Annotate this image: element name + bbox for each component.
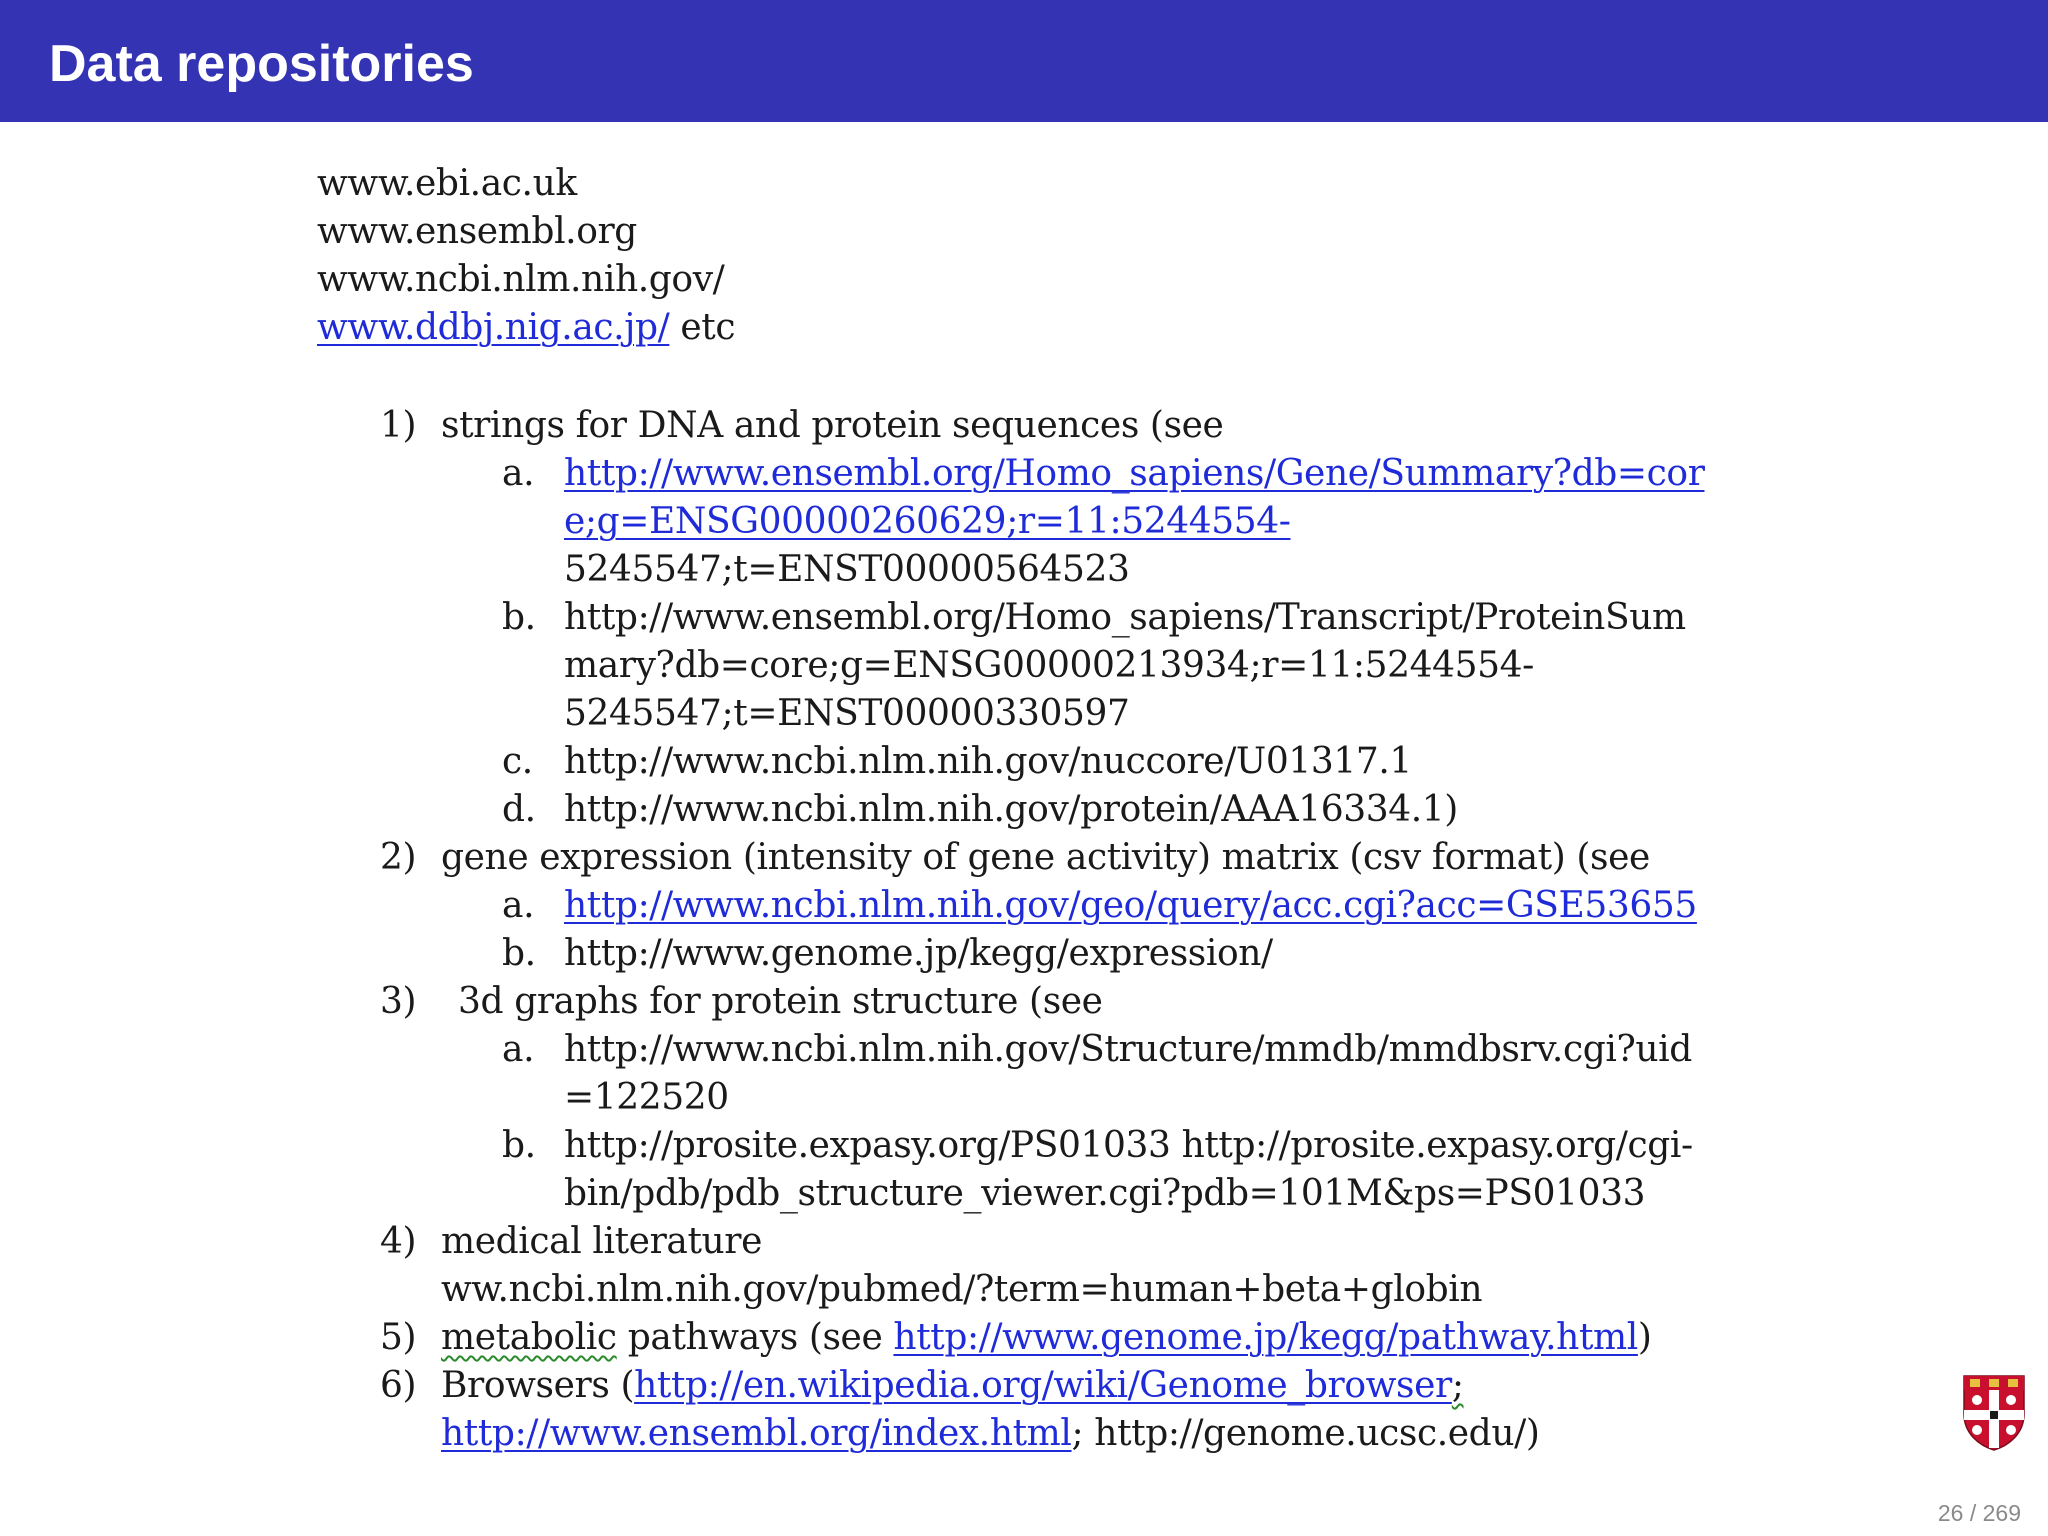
item-6-line2 xyxy=(441,1410,1540,1458)
site-ebi: www.ebi.ac.uk xyxy=(317,163,577,204)
item-6-link2[interactable]: http://www.ensembl.org/index.html xyxy=(441,1413,1072,1454)
item-4-line2: ww.ncbi.nlm.nih.gov/pubmed/?term=human+beta+globin xyxy=(441,1269,1483,1310)
item-1b-letter: b. xyxy=(502,597,536,638)
item-3b-letter: b. xyxy=(502,1125,536,1166)
item-3a-letter: a. xyxy=(502,1029,535,1070)
item-4-number: 4) xyxy=(380,1221,417,1262)
item-3-text: 3d graphs for protein structure (see xyxy=(458,981,1103,1022)
university-crest-icon xyxy=(1962,1374,2026,1452)
item-2b-letter: b. xyxy=(502,933,536,974)
item-3a-line2: =122520 xyxy=(564,1077,729,1118)
item-5-number: 5) xyxy=(380,1317,417,1358)
item-5-link[interactable]: http://www.genome.jp/kegg/pathway.html xyxy=(893,1317,1638,1358)
item-6-semi: ; xyxy=(1451,1365,1464,1406)
item-2-number: 2) xyxy=(380,837,417,878)
item-4-text: medical literature xyxy=(441,1221,763,1262)
site-ensembl: www.ensembl.org xyxy=(317,211,637,252)
item-1a-link-line1[interactable]: http://www.ensembl.org/Homo_sapiens/Gene/Summary?db=cor xyxy=(564,453,1705,494)
item-1b-line2: mary?db=core;g=ENSG00000213934;r=11:5244554- xyxy=(564,645,1534,686)
item-1c-letter: c. xyxy=(502,741,533,782)
item-1a-letter: a. xyxy=(502,453,535,494)
item-1b-line3: 5245547;t=ENST00000330597 xyxy=(564,693,1130,734)
item-5-line xyxy=(441,1314,1652,1362)
item-5-end: ) xyxy=(1637,1317,1652,1358)
item-3b-line1: http://prosite.expasy.org/PS01033 http://prosite.expasy.org/cgi- xyxy=(564,1125,1693,1166)
item-1a-line3: 5245547;t=ENST00000564523 xyxy=(564,549,1130,590)
header-bar xyxy=(0,0,2048,122)
item-1-number: 1) xyxy=(380,405,417,446)
item-6-line1 xyxy=(441,1362,1464,1410)
item-5-word: metabolic xyxy=(441,1317,617,1358)
item-1b-line1: http://www.ensembl.org/Homo_sapiens/Transcript/ProteinSum xyxy=(564,597,1686,638)
item-6-link1[interactable]: http://en.wikipedia.org/wiki/Genome_browser xyxy=(634,1365,1452,1406)
item-5-mid: pathways (see xyxy=(616,1317,894,1358)
document-image xyxy=(300,140,1760,1490)
item-1a-link-line2[interactable]: e;g=ENSG00000260629;r=11:5244554- xyxy=(564,501,1291,542)
item-3-number: 3) xyxy=(380,981,417,1022)
item-6-number: 6) xyxy=(380,1365,417,1406)
item-6-pre: Browsers ( xyxy=(441,1365,635,1406)
page-number: 26 / 269 xyxy=(1937,1500,2021,1526)
item-3a-line1: http://www.ncbi.nlm.nih.gov/Structure/mmdb/mmdbsrv.cgi?uid xyxy=(564,1029,1692,1070)
site-ddbj-line xyxy=(317,304,735,352)
item-2a-link[interactable]: http://www.ncbi.nlm.nih.gov/geo/query/acc.cgi?acc=GSE53655 xyxy=(564,885,1697,926)
item-2b-line1: http://www.genome.jp/kegg/expression/ xyxy=(564,933,1273,974)
site-ncbi: www.ncbi.nlm.nih.gov/ xyxy=(317,259,725,300)
item-2a-letter: a. xyxy=(502,885,535,926)
item-1c-line1: http://www.ncbi.nlm.nih.gov/nuccore/U01317.1 xyxy=(564,741,1412,782)
item-1d-letter: d. xyxy=(502,789,536,830)
item-1-text: strings for DNA and protein sequences (see xyxy=(441,405,1224,446)
page-title: Data repositories xyxy=(49,35,474,93)
site-ddbj-link[interactable]: www.ddbj.nig.ac.jp/ xyxy=(317,307,670,348)
item-6-end: ; http://genome.ucsc.edu/) xyxy=(1071,1413,1540,1454)
item-2-text: gene expression (intensity of gene activity) matrix (csv format) (see xyxy=(441,837,1650,878)
site-etc: etc xyxy=(680,307,736,348)
item-3b-line2: bin/pdb/pdb_structure_viewer.cgi?pdb=101M&ps=PS01033 xyxy=(564,1173,1646,1214)
item-1d-line1: http://www.ncbi.nlm.nih.gov/protein/AAA16334.1) xyxy=(564,789,1458,830)
